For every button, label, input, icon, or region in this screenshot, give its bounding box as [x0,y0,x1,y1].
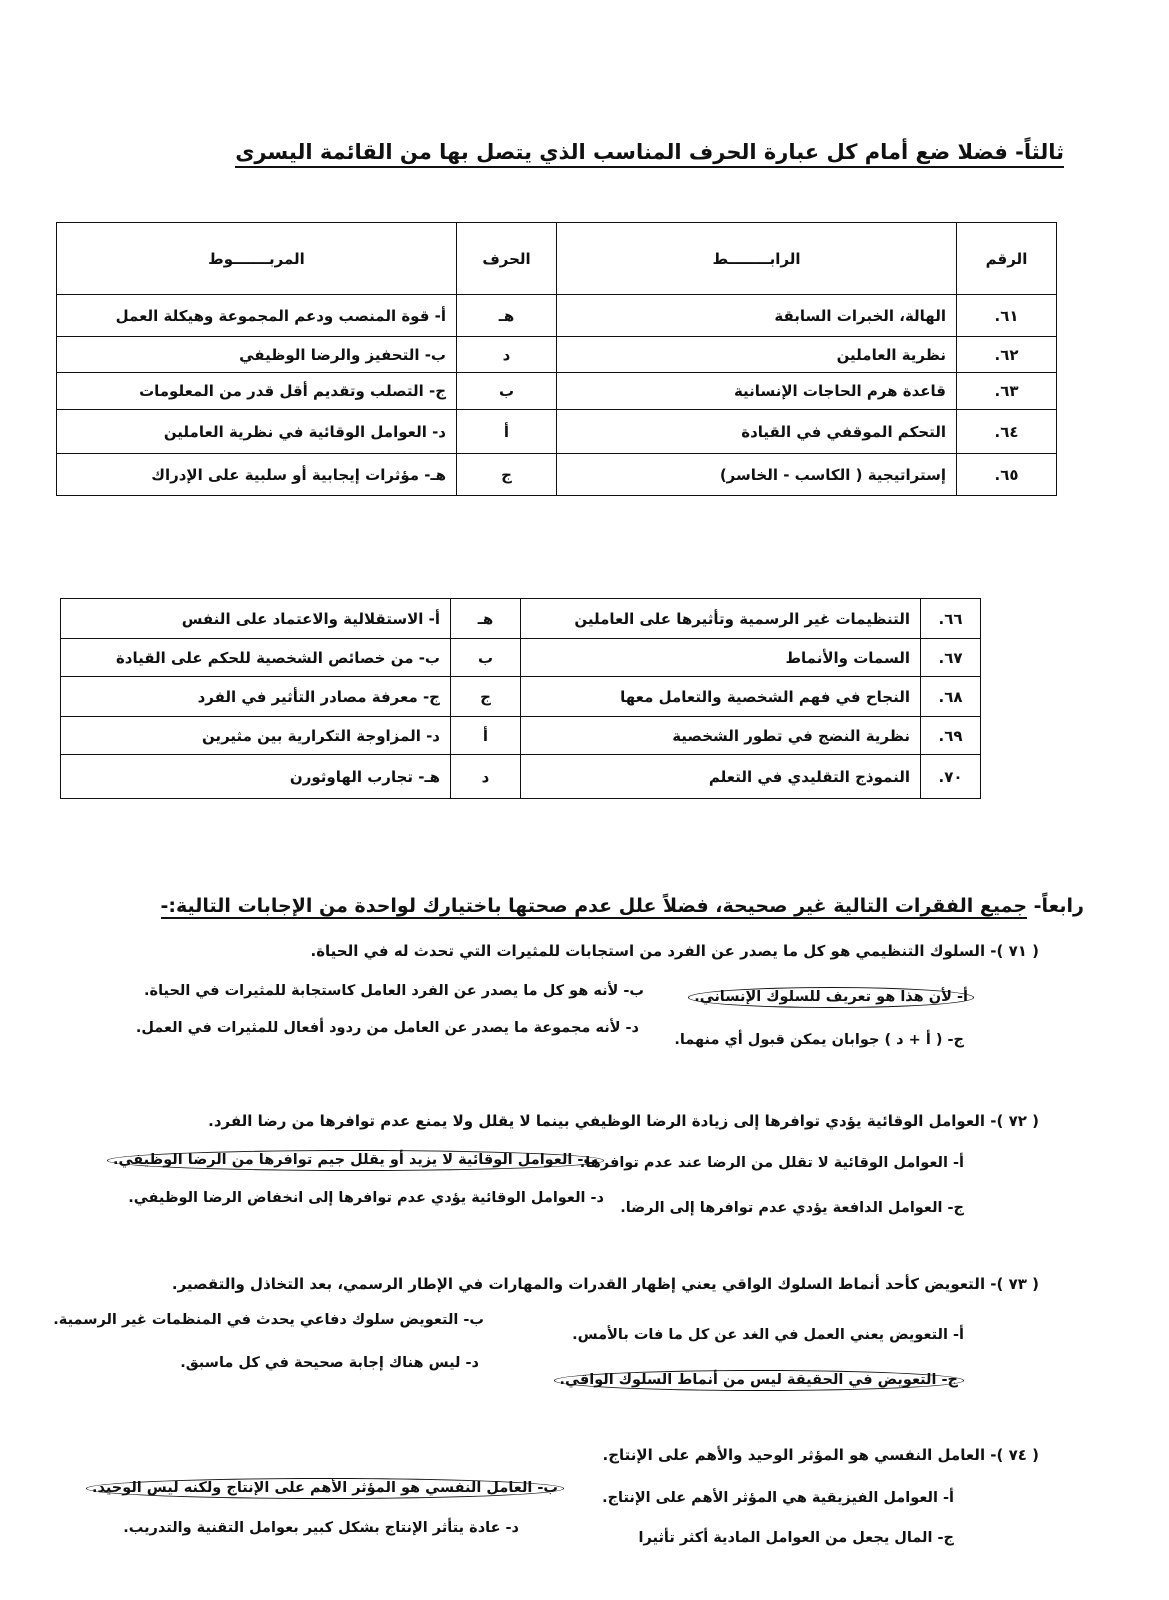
question-74-option-c[interactable]: ج- المال يجعل من العوامل المادية أكثر تأثيرا [638,1530,954,1546]
row-num: ٦٢. [957,337,1057,373]
row-answer-letter[interactable]: د [457,337,557,373]
row-linker: التحكم الموقفي في القيادة [557,410,957,454]
row-linker: الهالة، الخبرات السابقة [557,295,957,337]
row-linker: نظرية العاملين [557,337,957,373]
row-linker: التنظيمات غير الرسمية وتأثيرها على العاملين [521,599,921,639]
question-71-option-b[interactable]: ب- لأنه هو كل ما يصدر عن الفرد العامل كاستجابة للمثيرات في الحياة. [144,983,644,999]
question-72-stem: ( ٧٢ )- العوامل الوقائية يؤدي توافرها إلى زيادة الرضا الوظيفي بينما لا يقلل ولا يمنع عدم توافرها من رضا الفرد. [208,1112,1039,1130]
section4-heading-prefix: رابعاً- [1027,895,1084,917]
row-num: ٦١. [957,295,1057,337]
question-74-option-b[interactable] [86,1478,564,1499]
row-linked: هـ- تجارب الهاوثورن [61,755,451,799]
row-linker: قاعدة هرم الحاجات الإنسانية [557,373,957,410]
row-answer-letter[interactable]: ج [457,454,557,496]
question-74-option-a[interactable]: أ- العوامل الفيزيقية هي المؤثر الأهم على الإنتاج. [602,1490,954,1506]
table-row [61,599,981,639]
row-answer-letter[interactable]: ج [451,677,521,717]
table-row [57,454,1057,496]
table-row [57,410,1057,454]
row-answer-letter[interactable]: أ [451,717,521,755]
question-71-option-c[interactable]: ج- ( أ + د ) جوابان يمكن قبول أي منهما. [674,1032,964,1048]
header-linker: الرابــــــــط [557,223,957,295]
row-num: ٦٧. [921,639,981,677]
question-71-option-a[interactable] [688,987,974,1008]
section4-heading-instructions: جميع الفقرات التالية غير صحيحة، فضلاً علل عدم صحتها باختيارك لواحدة من الإجابات التالية:- [160,895,1028,917]
header-linked: المربـــــــوط [57,223,457,295]
row-num: ٦٤. [957,410,1057,454]
question-73-stem: ( ٧٣ )- التعويض كأحد أنماط السلوك الواقي يعني إظهار القدرات والمهارات في الإطار الرسمي، بعد التخاذل والتقصير. [171,1275,1039,1293]
table-row [61,677,981,717]
question-73-option-b[interactable]: ب- التعويض سلوك دفاعي يحدث في المنظمات غير الرسمية. [53,1312,484,1328]
table-row [57,337,1057,373]
section3-heading: ثالثاً- فضلا ضع أمام كل عبارة الحرف المناسب الذي يتصل بها من القائمة اليسرى [235,140,1064,168]
question-74-stem: ( ٧٤ )- العامل النفسي هو المؤثر الوحيد والأهم على الإنتاج. [602,1446,1039,1464]
question-73-option-d[interactable]: د- ليس هناك إجابة صحيحة في كل ماسبق. [180,1355,479,1371]
row-linked: أ- قوة المنصب ودعم المجموعة وهيكلة العمل [57,295,457,337]
row-answer-letter[interactable]: ب [451,639,521,677]
row-answer-letter[interactable]: هـ [457,295,557,337]
row-linked: د- المزاوجة التكرارية بين مثيرين [61,717,451,755]
row-num: ٦٥. [957,454,1057,496]
row-num: ٧٠. [921,755,981,799]
question-73-option-a[interactable]: أ- التعويض يعني العمل في الغد عن كل ما فات بالأمس. [572,1327,964,1343]
row-linker: السمات والأنماط [521,639,921,677]
row-linker: إستراتيجية ( الكاسب - الخاسر) [557,454,957,496]
row-linked: ج- معرفة مصادر التأثير في الفرد [61,677,451,717]
table-row [61,755,981,799]
selected-answer-marker: أ- لأن هذا هو تعريف للسلوك الإنساني. [688,987,974,1008]
question-74-option-d[interactable]: د- عادة يتأثر الإنتاج بشكل كبير بعوامل التقنية والتدريب. [123,1520,519,1536]
row-linked: ب- من خصائص الشخصية للحكم على القيادة [61,639,451,677]
row-answer-letter[interactable]: ب [457,373,557,410]
selected-answer-marker: ب- العامل النفسي هو المؤثر الأهم على الإنتاج ولكنه ليس الوحيد. [86,1478,564,1499]
question-72-option-a[interactable]: أ- العوامل الوقائية لا تقلل من الرضا عند عدم توافرها. [579,1155,964,1171]
row-answer-letter[interactable]: د [451,755,521,799]
table-row [57,373,1057,410]
row-num: ٦٨. [921,677,981,717]
question-71-stem: ( ٧١ )- السلوك التنظيمي هو كل ما يصدر عن الفرد من استجابات للمثيرات التي تحدث له في الحياة. [310,942,1039,960]
question-73-option-c[interactable] [554,1370,964,1391]
question-72-option-c[interactable]: ج- العوامل الدافعة يؤدي عدم توافرها إلى الرضا. [620,1200,964,1216]
row-answer-letter[interactable]: أ [457,410,557,454]
question-72-option-d[interactable]: د- العوامل الوقائية يؤدي عدم توافرها إلى انخفاض الرضا الوظيفي. [128,1190,604,1206]
table-row [61,639,981,677]
row-num: ٦٣. [957,373,1057,410]
header-letter: الحرف [457,223,557,295]
row-linker: نظرية النضج في تطور الشخصية [521,717,921,755]
matching-table-1 [56,222,1057,496]
table-row [57,295,1057,337]
row-num: ٦٩. [921,717,981,755]
row-linker: النجاح في فهم الشخصية والتعامل معها [521,677,921,717]
matching-table-2 [60,598,981,799]
row-linker: النموذج التقليدي في التعلم [521,755,921,799]
question-71-option-d[interactable]: د- لأنه مجموعة ما يصدر عن العامل من ردود أفعال للمثيرات في العمل. [135,1020,639,1036]
row-linked: ب- التحفيز والرضا الوظيفي [57,337,457,373]
section4-heading [161,895,1084,917]
table-header-row [57,223,1057,295]
row-answer-letter[interactable]: هـ [451,599,521,639]
row-linked: د- العوامل الوقائية في نظرية العاملين [57,410,457,454]
row-num: ٦٦. [921,599,981,639]
row-linked: أ- الاستقلالية والاعتماد على النفس [61,599,451,639]
selected-answer-marker: ج- التعويض في الحقيقة ليس من أنماط السلوك الواقي. [554,1370,964,1391]
row-linked: هـ- مؤثرات إيجابية أو سلبية على الإدراك [57,454,457,496]
selected-answer-marker: ب- العوامل الوقائية لا يزيد أو يقلل جيم توافرها من الرضا الوظيفي. [107,1150,604,1171]
row-linked: ج- التصلب وتقديم أقل قدر من المعلومات [57,373,457,410]
question-72-option-b[interactable] [107,1150,604,1171]
table-row [61,717,981,755]
header-num: الرقم [957,223,1057,295]
